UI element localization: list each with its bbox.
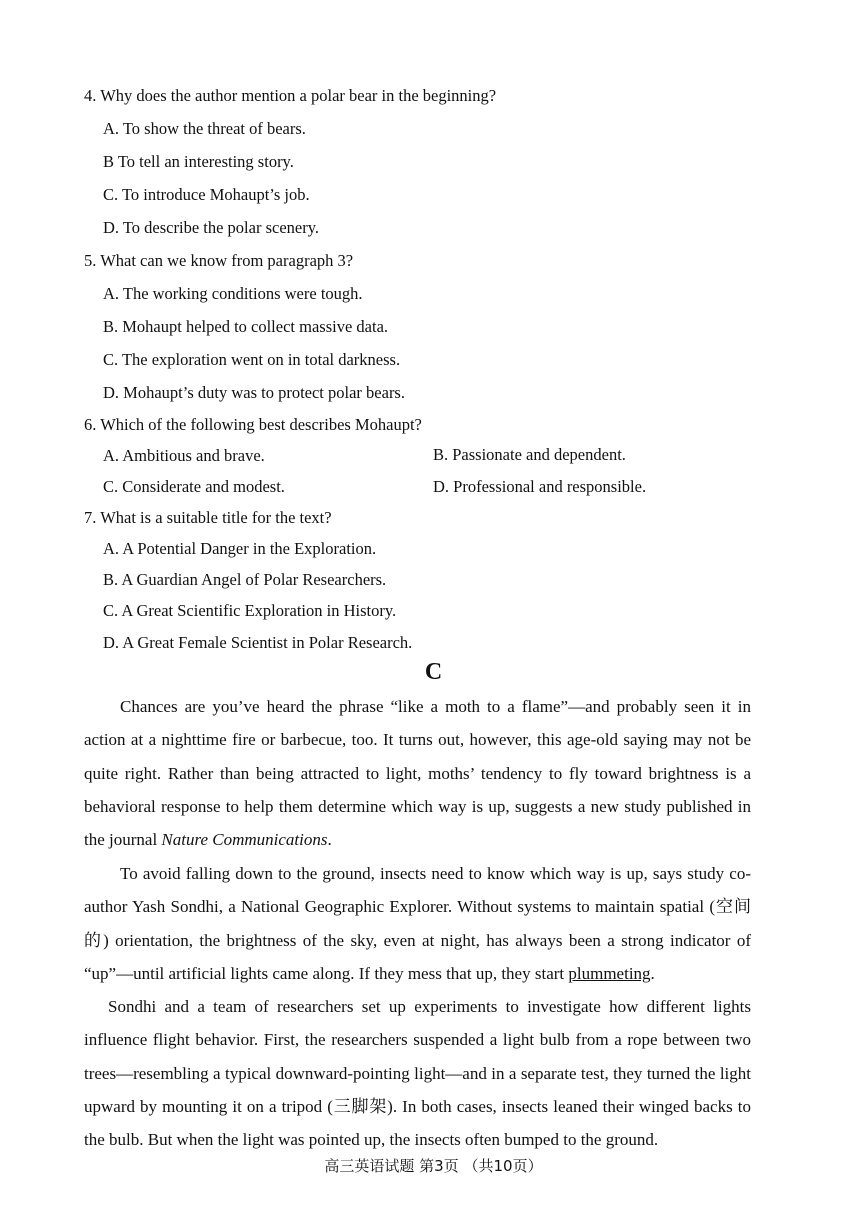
- paragraph-1-text: Chances are you’ve heard the phrase “like a moth to a flame”—and probably seen it in action at a nighttime fire or barbecue, too. It turns out, however, this age-old saying may not be quite right. Rather than being attracted to light, moths’ tendency to fly toward brightness is a behavioral response to help them determine which way is up, suggests a new study published in the journal: [84, 697, 751, 850]
- passage-paragraph-3: [84, 990, 751, 1156]
- question-4-stem: 4. Why does the author mention a polar bear in the beginning?: [84, 86, 497, 105]
- question-6-option-a: A. Ambitious and brave.: [103, 446, 265, 465]
- question-4-option-b: B To tell an interesting story.: [103, 152, 294, 171]
- question-4-option-c: C. To introduce Mohaupt’s job.: [103, 185, 310, 204]
- section-title: C: [424, 659, 443, 685]
- question-5-option-a: A. The working conditions were tough.: [103, 284, 363, 303]
- question-6-option-b: B. Passionate and dependent.: [433, 445, 626, 464]
- question-5-option-d: D. Mohaupt’s duty was to protect polar bears.: [103, 383, 405, 402]
- question-4-option-a: A. To show the threat of bears.: [103, 119, 306, 138]
- question-4-option-d: D. To describe the polar scenery.: [103, 218, 320, 237]
- paragraph-2-end: .: [650, 963, 655, 983]
- passage-paragraph-2: [84, 857, 751, 990]
- question-6-option-d: D. Professional and responsible.: [433, 477, 647, 496]
- passage-paragraph-1: [84, 690, 751, 856]
- question-7-option-a: A. A Potential Danger in the Exploration.: [103, 539, 377, 558]
- paragraph-2-text: To avoid falling down to the ground, insects need to know which way is up, says study co-author Yash Sondhi, a National Geographic Explorer. Without systems to maintain spatial (空间的) orientation, the brightness of the sky, even at night, has always been a strong indicator of “up”—until artificial lights came along. If they mess that up, they start: [84, 864, 751, 983]
- underlined-word: plummeting: [568, 963, 651, 983]
- question-7-option-d: D. A Great Female Scientist in Polar Research.: [103, 633, 413, 652]
- question-7-option-c: C. A Great Scientific Exploration in History.: [103, 601, 397, 620]
- paragraph-3-text: Sondhi and a team of researchers set up experiments to investigate how different lights influence flight behavior. First, the researchers suspended a light bulb from a rope between two trees—resembling a typical downward-pointing light—and in a separate test, they turned the light upward by mounting it on a tripod (三脚架). In both cases, insects leaned their winged backs to the bulb. But when the light was pointed up, the insects often bumped to the ground.: [84, 997, 751, 1150]
- journal-name: Nature Communications: [161, 830, 328, 850]
- question-7-stem: 7. What is a suitable title for the text?: [84, 508, 332, 527]
- question-5-option-b: B. Mohaupt helped to collect massive data.: [103, 317, 389, 336]
- question-5-stem: 5. What can we know from paragraph 3?: [84, 251, 354, 270]
- page-footer: 高三英语试题 第3页 （共10页）: [324, 1157, 543, 1175]
- paragraph-1-end: .: [327, 830, 332, 850]
- question-5-option-c: C. The exploration went on in total darkness.: [103, 350, 401, 369]
- question-6-stem: 6. Which of the following best describes Mohaupt?: [84, 415, 422, 434]
- question-7-option-b: B. A Guardian Angel of Polar Researchers.: [103, 570, 387, 589]
- question-6-option-c: C. Considerate and modest.: [103, 477, 285, 496]
